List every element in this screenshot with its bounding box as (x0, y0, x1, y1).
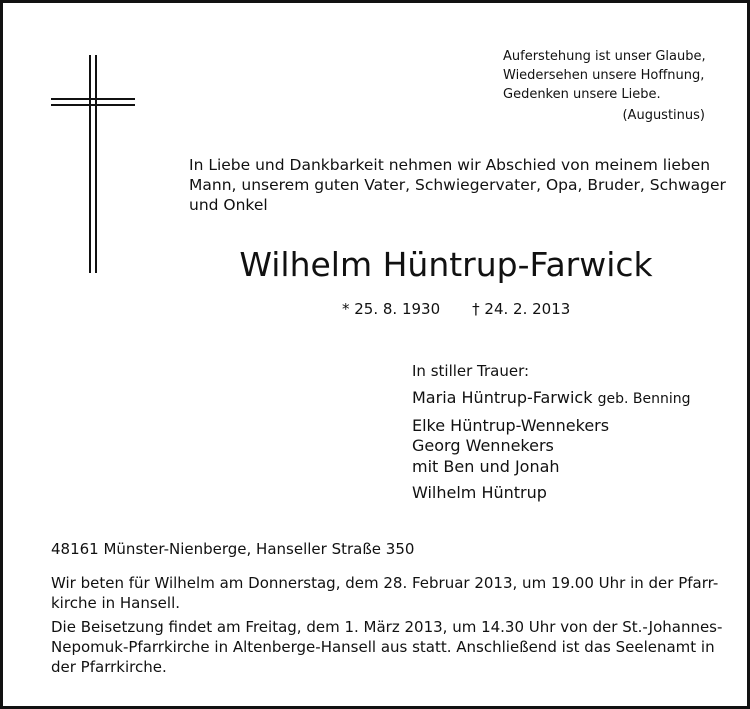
burial-notice (51, 617, 723, 677)
address-line: 48161 Münster-Nienberge, Hanseller Straße 350 (51, 540, 415, 558)
spouse-name: Maria Hüntrup-Farwick (412, 388, 593, 407)
prayer-notice (51, 573, 719, 613)
son-entry (412, 483, 690, 504)
family-member: Elke Hüntrup-Wennekers (412, 415, 610, 435)
mourning-heading: In stiller Trauer: (412, 362, 530, 380)
notice-line: Wir beten für Wilhelm am Donnerstag, dem 28. Februar 2013, um 19.00 Uhr in der Pfarr- (51, 574, 719, 592)
notice-line: der Pfarrkirche. (51, 658, 167, 676)
son-name: Wilhelm Hüntrup (412, 483, 547, 502)
family-member: mit Ben und Jonah (412, 456, 560, 476)
deceased-name: Wilhelm Hüntrup-Farwick (239, 245, 653, 284)
family-member: Georg Wennekers (412, 436, 554, 455)
intro-text (189, 155, 726, 215)
motto-line: Auferstehung ist unser Glaube, (503, 49, 706, 64)
cross-icon (51, 55, 135, 273)
mourners-list (412, 388, 690, 510)
spouse-maiden-name: geb. Benning (597, 391, 691, 407)
notice-line: Nepomuk-Pfarrkirche in Altenberge-Hansell aus statt. Anschließend ist das Seelenamt in (51, 638, 715, 656)
notice-line: Die Beisetzung findet am Freitag, dem 1. März 2013, um 14.30 Uhr von der St.-Johannes- (51, 618, 723, 636)
motto-line: Gedenken unsere Liebe. (503, 87, 661, 102)
life-dates (342, 299, 570, 319)
family-entry (412, 416, 690, 478)
intro-line: In Liebe und Dankbarkeit nehmen wir Abschied von meinem lieben (189, 156, 711, 174)
motto-line: Wiedersehen unsere Hoffnung, (503, 68, 705, 83)
spouse-entry (412, 388, 690, 410)
birth-date: * 25. 8. 1930 (342, 300, 441, 318)
intro-line: und Onkel (189, 196, 268, 214)
motto-source: (Augustinus) (622, 108, 705, 123)
motto-block (503, 47, 705, 125)
intro-line: Mann, unserem guten Vater, Schwiegervater, Opa, Bruder, Schwager (189, 176, 726, 194)
notice-line: kirche in Hansell. (51, 594, 181, 612)
death-date: † 24. 2. 2013 (472, 300, 571, 318)
